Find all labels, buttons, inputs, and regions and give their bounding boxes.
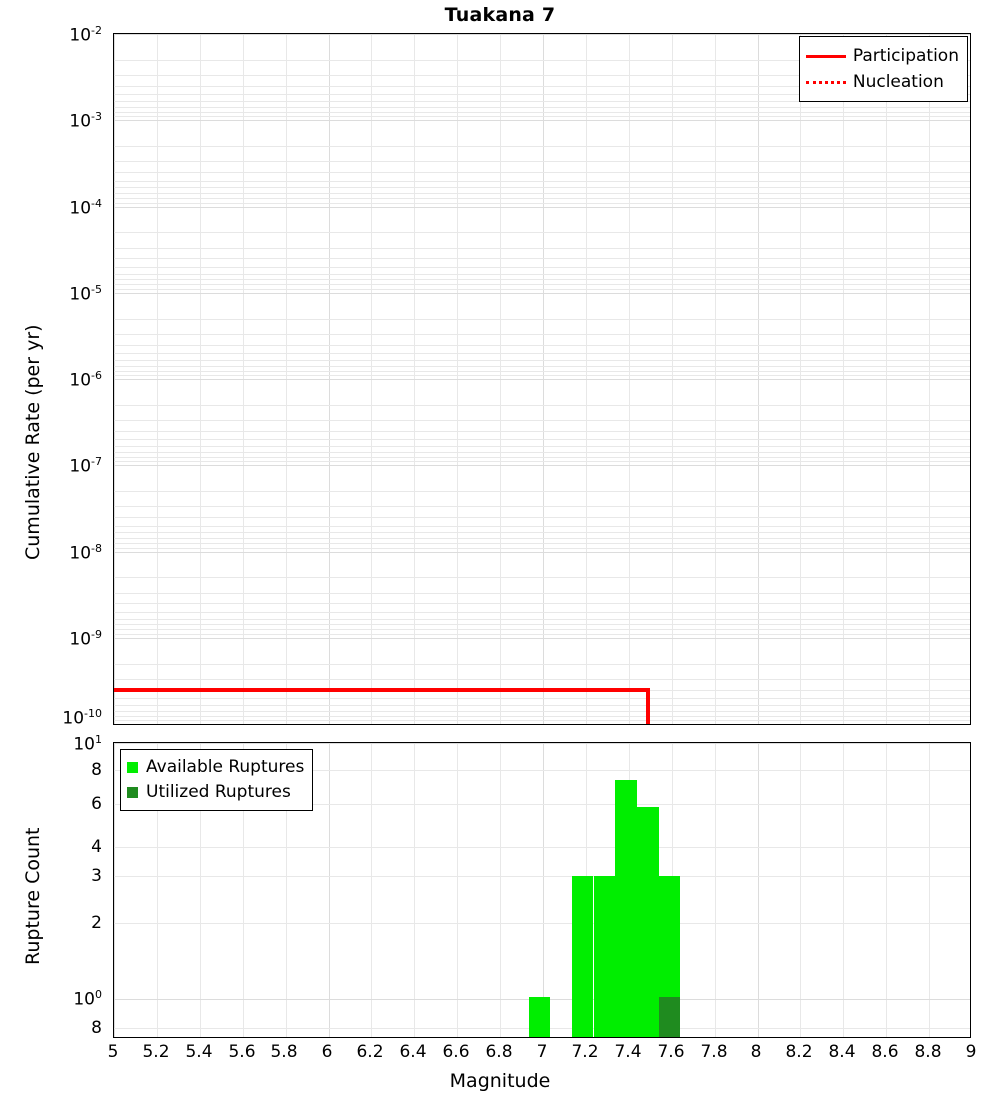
ytick-bot-8b: 8 [91, 1018, 102, 1038]
ytick-bot-1e0: $10^0$ [73, 988, 102, 1010]
page-title: Tuakana 7 [444, 4, 556, 26]
xtick-7.2: 7.2 [571, 1042, 599, 1062]
ytick-bot-2: 2 [91, 913, 102, 933]
line-swatch-icon [806, 55, 846, 58]
bar-available-7.35 [615, 780, 637, 1037]
xtick-8.8: 8.8 [914, 1042, 942, 1062]
dotted-line-swatch-icon [806, 81, 846, 84]
x-axis-title: Magnitude [449, 1070, 551, 1092]
bar-utilized-7.55 [659, 997, 680, 1037]
legend-label-utilized: Utilized Ruptures [146, 782, 291, 802]
xtick-6.4: 6.4 [399, 1042, 427, 1062]
ytick-top-1e-3: $10^{-3}$ [69, 110, 102, 132]
xtick-8: 8 [750, 1042, 762, 1062]
legend-label-available: Available Ruptures [146, 757, 305, 777]
ytick-bot-1e1: $10^1$ [73, 733, 102, 755]
xtick-5.4: 5.4 [185, 1042, 213, 1062]
legend-item-nucleation [806, 69, 959, 95]
xtick-5: 5 [107, 1042, 119, 1062]
ytick-top-1e-4: $10^{-4}$ [69, 197, 102, 219]
rupture-count-panel [113, 742, 971, 1038]
available-color-swatch-icon [127, 762, 138, 773]
ytick-top-1e-5: $10^{-5}$ [69, 283, 102, 305]
xtick-7.6: 7.6 [657, 1042, 685, 1062]
cumulative-rate-panel [113, 33, 971, 725]
bar-available-6.95 [529, 997, 550, 1037]
y-axis-title-top: Cumulative Rate (per yr) [22, 324, 44, 560]
legend-item-available-ruptures [127, 755, 304, 780]
xtick-6.6: 6.6 [442, 1042, 470, 1062]
legend-label-participation: Participation [852, 46, 959, 66]
xtick-6.2: 6.2 [356, 1042, 384, 1062]
ytick-bot-6: 6 [91, 794, 102, 814]
xtick-8.2: 8.2 [785, 1042, 813, 1062]
xtick-7: 7 [536, 1042, 548, 1062]
participation-curve-drop [646, 688, 650, 724]
cumulative-rate-plot-area [114, 34, 970, 724]
ytick-top-1e-8: $10^{-8}$ [69, 542, 102, 564]
ytick-top-1e-7: $10^{-7}$ [69, 455, 102, 477]
ytick-top-1e-10: $10^{-10}$ [62, 707, 102, 729]
xtick-7.4: 7.4 [614, 1042, 642, 1062]
ytick-top-1e-6: $10^{-6}$ [69, 369, 102, 391]
xtick-9: 9 [965, 1042, 977, 1062]
y-axis-title-bottom: Rupture Count [22, 827, 44, 965]
ytick-bot-3: 3 [91, 866, 102, 886]
bar-available-7.25 [594, 876, 615, 1037]
bar-available-7.55 [659, 876, 680, 1037]
legend-cumulative-rate [799, 36, 968, 102]
legend-rupture-count [120, 749, 313, 811]
legend-item-participation [806, 43, 959, 69]
xtick-7.8: 7.8 [700, 1042, 728, 1062]
utilized-color-swatch-icon [127, 787, 138, 798]
ytick-top-1e-9: $10^{-9}$ [69, 628, 102, 650]
bar-available-7.15 [572, 876, 593, 1037]
xtick-5.2: 5.2 [142, 1042, 170, 1062]
bar-available-7.45 [637, 807, 659, 1037]
xtick-5.8: 5.8 [270, 1042, 298, 1062]
xtick-6: 6 [321, 1042, 333, 1062]
legend-label-nucleation: Nucleation [852, 72, 944, 92]
ytick-bot-4: 4 [91, 837, 102, 857]
xtick-6.8: 6.8 [485, 1042, 513, 1062]
ytick-bot-8: 8 [91, 760, 102, 780]
participation-curve-horizontal [114, 688, 650, 692]
legend-item-utilized-ruptures [127, 780, 304, 805]
ytick-top-1e-2: $10^{-2}$ [69, 24, 102, 46]
xtick-8.4: 8.4 [828, 1042, 856, 1062]
xtick-5.6: 5.6 [228, 1042, 256, 1062]
xtick-8.6: 8.6 [871, 1042, 899, 1062]
